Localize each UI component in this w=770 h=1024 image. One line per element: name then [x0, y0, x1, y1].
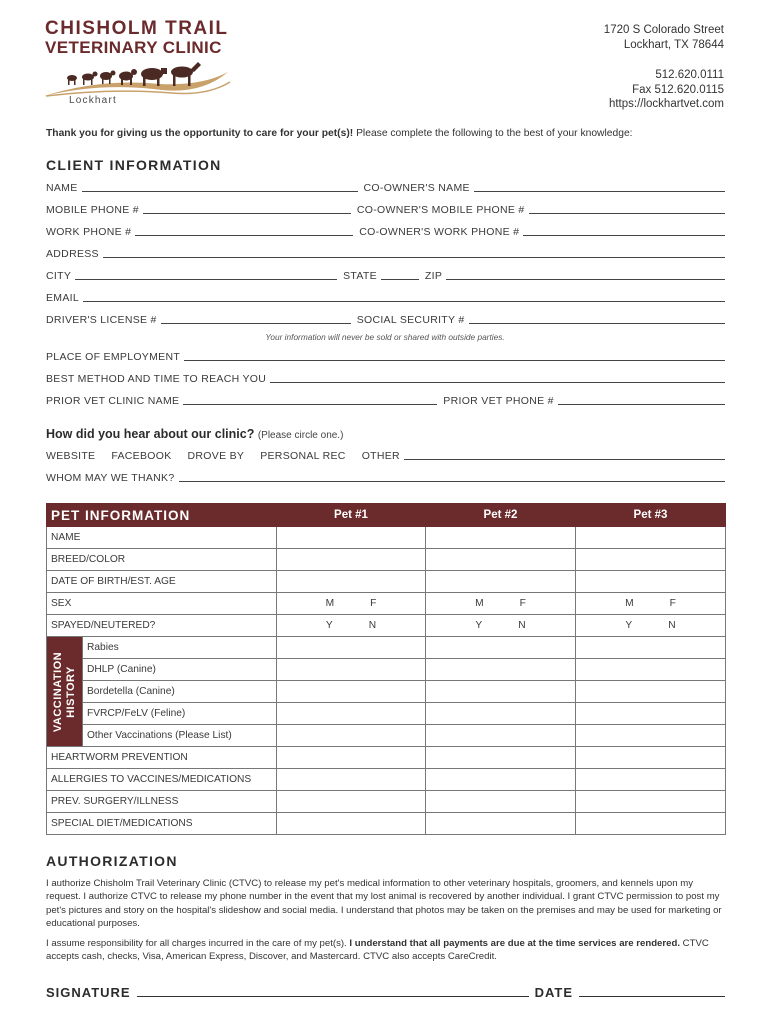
referral-option-personal-rec[interactable]: PERSONAL REC [260, 450, 346, 462]
employment-field[interactable] [184, 359, 725, 361]
table-row [47, 637, 726, 659]
logo-animals-icon [42, 60, 232, 100]
table-row [47, 791, 726, 813]
thank-label: WHOM MAY WE THANK? [46, 472, 175, 484]
table-row [47, 593, 726, 615]
table-row [47, 571, 726, 593]
coowner-mobile-field[interactable] [529, 212, 725, 214]
prior-vet-phone-field[interactable] [558, 403, 725, 405]
referral-option-other[interactable]: OTHER [361, 450, 400, 462]
pet2-diet-cell[interactable] [426, 813, 576, 835]
pet3-other-vacc-cell[interactable] [576, 725, 726, 747]
pet3-spayed-cell[interactable] [576, 615, 726, 637]
pet3-sex-cell[interactable] [576, 593, 726, 615]
intro-rest: Please complete the following to the best of your knowledge: [353, 128, 633, 139]
pet3-heartworm-cell[interactable] [576, 747, 726, 769]
auth-p2-part1: I assume responsibility for all charges incurred in the care of my pet(s). [46, 938, 350, 949]
coowner-name-field[interactable] [474, 190, 725, 192]
coowner-mobile-label: CO-OWNER'S MOBILE PHONE # [356, 204, 525, 216]
surgery-label: PREV. SURGERY/ILLNESS [47, 791, 277, 813]
address-label: ADDRESS [46, 248, 99, 260]
pet2-dhlp-cell[interactable] [426, 659, 576, 681]
diet-label: SPECIAL DIET/MEDICATIONS [47, 813, 277, 835]
address-field[interactable] [103, 256, 725, 258]
table-row [47, 725, 726, 747]
sex-m-option[interactable]: M [325, 598, 335, 609]
auth-p2-bold: I understand that all payments are due at the time services are rendered. [349, 938, 680, 949]
name-field[interactable] [82, 190, 358, 192]
fax-number: Fax 512.620.0115 [632, 84, 724, 96]
license-label: DRIVER'S LICENSE # [46, 314, 157, 326]
email-label: EMAIL [46, 292, 80, 304]
pet2-heartworm-cell[interactable] [426, 747, 576, 769]
pet2-dob-cell[interactable] [426, 571, 576, 593]
pet2-fvrcp-cell[interactable] [426, 703, 576, 725]
phone-number: 512.620.0111 [655, 69, 724, 81]
pet2-header: Pet #2 [426, 504, 576, 527]
city-label: CITY [46, 270, 72, 282]
pet-info-table [46, 503, 725, 834]
sex-label: SEX [47, 593, 277, 615]
pet2-sex-cell[interactable] [426, 593, 576, 615]
pet-name-label: NAME [47, 527, 277, 549]
pet2-bordetella-cell[interactable] [426, 681, 576, 703]
table-row [47, 747, 726, 769]
email-field[interactable] [83, 300, 725, 302]
prior-vet-phone-label: PRIOR VET PHONE # [443, 395, 554, 407]
pet1-allergies-cell[interactable] [277, 769, 426, 791]
pet2-other-vacc-cell[interactable] [426, 725, 576, 747]
privacy-note: Your information will never be sold or shared with outside parties. [265, 332, 505, 342]
pet1-header: Pet #1 [277, 504, 426, 527]
pet3-surgery-cell[interactable] [576, 791, 726, 813]
signature-field[interactable] [137, 995, 529, 997]
authorization-paragraph1: I authorize Chisholm Trail Veterinary Clinic (CTVC) to release my pet's medical information to other veterinary hospitals, groomers, and kennels upon my request. I authorize CTVC to release my phone number in the event that my lost animal is recovered by another individual. I grant CTVC permission to post my pet's pictures and story on the hospital's slideshow and social media. I understand that photos may be taken on the premises and may be used for marketing or educational purposes. [46, 878, 722, 929]
pet1-bordetella-cell[interactable] [277, 681, 426, 703]
spayed-n-option[interactable]: N [668, 620, 676, 631]
pet2-allergies-cell[interactable] [426, 769, 576, 791]
vaccine-bordetella-label: Bordetella (Canine) [83, 681, 277, 703]
pet3-dob-cell[interactable] [576, 571, 726, 593]
spayed-n-option[interactable]: N [518, 620, 526, 631]
sex-m-option[interactable]: M [625, 598, 634, 609]
pet3-dhlp-cell[interactable] [576, 659, 726, 681]
pet2-rabies-cell[interactable] [426, 637, 576, 659]
pet1-spayed-cell[interactable] [277, 615, 426, 637]
pet1-other-vacc-cell[interactable] [277, 725, 426, 747]
pet1-diet-cell[interactable] [277, 813, 426, 835]
pet2-breed-cell[interactable] [426, 549, 576, 571]
pet1-dhlp-cell[interactable] [277, 659, 426, 681]
name-label: NAME [46, 182, 78, 194]
pet3-breed-cell[interactable] [576, 549, 726, 571]
coowner-work-field[interactable] [523, 234, 725, 236]
vaccine-dhlp-label: DHLP (Canine) [83, 659, 277, 681]
pet1-surgery-cell[interactable] [277, 791, 426, 813]
pet3-rabies-cell[interactable] [576, 637, 726, 659]
allergies-label: ALLERGIES TO VACCINES/MEDICATIONS [47, 769, 277, 791]
ssn-label: SOCIAL SECURITY # [356, 314, 465, 326]
pet2-name-cell[interactable] [426, 527, 576, 549]
referral-option-drove-by[interactable]: DROVE BY [187, 450, 245, 462]
logo-title-line1: CHISHOLM TRAIL [45, 18, 229, 39]
mobile-field[interactable] [143, 212, 351, 214]
referral-question [46, 427, 343, 441]
thank-field[interactable] [179, 480, 726, 482]
ssn-field[interactable] [469, 322, 726, 324]
coowner-name-label: CO-OWNER'S NAME [363, 182, 470, 194]
prior-vet-field[interactable] [183, 403, 437, 405]
pet3-header: Pet #3 [576, 504, 726, 527]
authorization-paragraph2 [46, 937, 726, 964]
zip-label: ZIP [424, 270, 443, 282]
spayed-label: SPAYED/NEUTERED? [47, 615, 277, 637]
authorization-heading: AUTHORIZATION [46, 853, 178, 869]
website-url[interactable]: https://lockhartvet.com [608, 98, 724, 110]
logo-title-line2: VETERINARY CLINIC [45, 38, 222, 57]
pet3-fvrcp-cell[interactable] [576, 703, 726, 725]
client-info-heading: CLIENT INFORMATION [46, 157, 222, 173]
referral-question-text: How did you hear about our clinic? [46, 427, 255, 441]
intro-bold: Thank you for giving us the opportunity to care for your pet(s)! [46, 128, 354, 139]
dob-label: DATE OF BIRTH/EST. AGE [47, 571, 277, 593]
table-row [47, 703, 726, 725]
vaccine-rabies-label: Rabies [83, 637, 277, 659]
pet1-rabies-cell[interactable] [277, 637, 426, 659]
referral-option-website[interactable]: WEBSITE [46, 450, 96, 462]
pet2-surgery-cell[interactable] [426, 791, 576, 813]
pet1-name-cell[interactable] [277, 527, 426, 549]
work-phone-label: WORK PHONE # [46, 226, 132, 238]
street-address: 1720 S Colorado Street [603, 24, 724, 36]
pet1-breed-cell[interactable] [277, 549, 426, 571]
prior-vet-label: PRIOR VET CLINIC NAME [46, 395, 180, 407]
pet3-allergies-cell[interactable] [576, 769, 726, 791]
pet2-spayed-cell[interactable] [426, 615, 576, 637]
sex-m-option[interactable]: M [475, 598, 484, 609]
spayed-y-option[interactable]: Y [325, 620, 333, 631]
state-label: STATE [343, 270, 377, 282]
heartworm-label: HEARTWORM PREVENTION [47, 747, 277, 769]
spayed-y-option[interactable]: Y [475, 620, 483, 631]
city-field[interactable] [75, 278, 337, 280]
sex-f-option[interactable]: F [519, 598, 526, 609]
table-row [47, 681, 726, 703]
table-row [47, 769, 726, 791]
referral-option-facebook[interactable]: FACEBOOK [111, 450, 172, 462]
date-field[interactable] [579, 995, 725, 997]
signature-label: SIGNATURE [46, 985, 131, 1000]
state-field[interactable] [381, 278, 419, 280]
reach-field[interactable] [270, 381, 725, 383]
logo-location: Lockhart [69, 95, 117, 106]
zip-field[interactable] [446, 278, 725, 280]
employment-label: PLACE OF EMPLOYMENT [46, 351, 181, 363]
date-label: DATE [534, 985, 574, 1000]
referral-other-field[interactable] [404, 458, 725, 460]
pet1-heartworm-cell[interactable] [277, 747, 426, 769]
spayed-n-option[interactable]: N [368, 620, 377, 631]
breed-label: BREED/COLOR [47, 549, 277, 571]
intro-text [46, 128, 633, 139]
license-field[interactable] [161, 322, 351, 324]
vacc-side-line2: HISTORY [64, 665, 77, 718]
reach-label: BEST METHOD AND TIME TO REACH YOU [46, 373, 267, 385]
vacc-side-line1: VACCINATION [51, 651, 64, 732]
spayed-y-option[interactable]: Y [625, 620, 633, 631]
table-row [47, 527, 726, 549]
pet3-name-cell[interactable] [576, 527, 726, 549]
table-row [47, 813, 726, 835]
city-address: Lockhart, TX 78644 [623, 39, 724, 51]
mobile-label: MOBILE PHONE # [46, 204, 139, 216]
table-row [47, 615, 726, 637]
sex-f-option[interactable]: F [669, 598, 676, 609]
vaccine-fvrcp-label: FVRCP/FeLV (Feline) [83, 703, 277, 725]
pet1-fvrcp-cell[interactable] [277, 703, 426, 725]
sex-f-option[interactable]: F [370, 598, 377, 609]
vaccine-other-label: Other Vaccinations (Please List) [83, 725, 277, 747]
auth-p2-part3: CTVC accepts cash, checks, Visa, American Express, Discover, and Mastercard. CTVC also accepts CareCredit. [46, 938, 709, 963]
table-row [47, 549, 726, 571]
pet1-dob-cell[interactable] [277, 571, 426, 593]
signature-row [46, 984, 725, 1000]
pet1-sex-cell[interactable] [277, 593, 426, 615]
work-phone-field[interactable] [135, 234, 353, 236]
pet3-bordetella-cell[interactable] [576, 681, 726, 703]
table-row [47, 659, 726, 681]
vaccination-history-label [47, 637, 83, 747]
pet-info-heading: PET INFORMATION [47, 504, 277, 527]
referral-hint: (Please circle one.) [257, 430, 344, 441]
coowner-work-label: CO-OWNER'S WORK PHONE # [359, 226, 520, 238]
pet3-diet-cell[interactable] [576, 813, 726, 835]
